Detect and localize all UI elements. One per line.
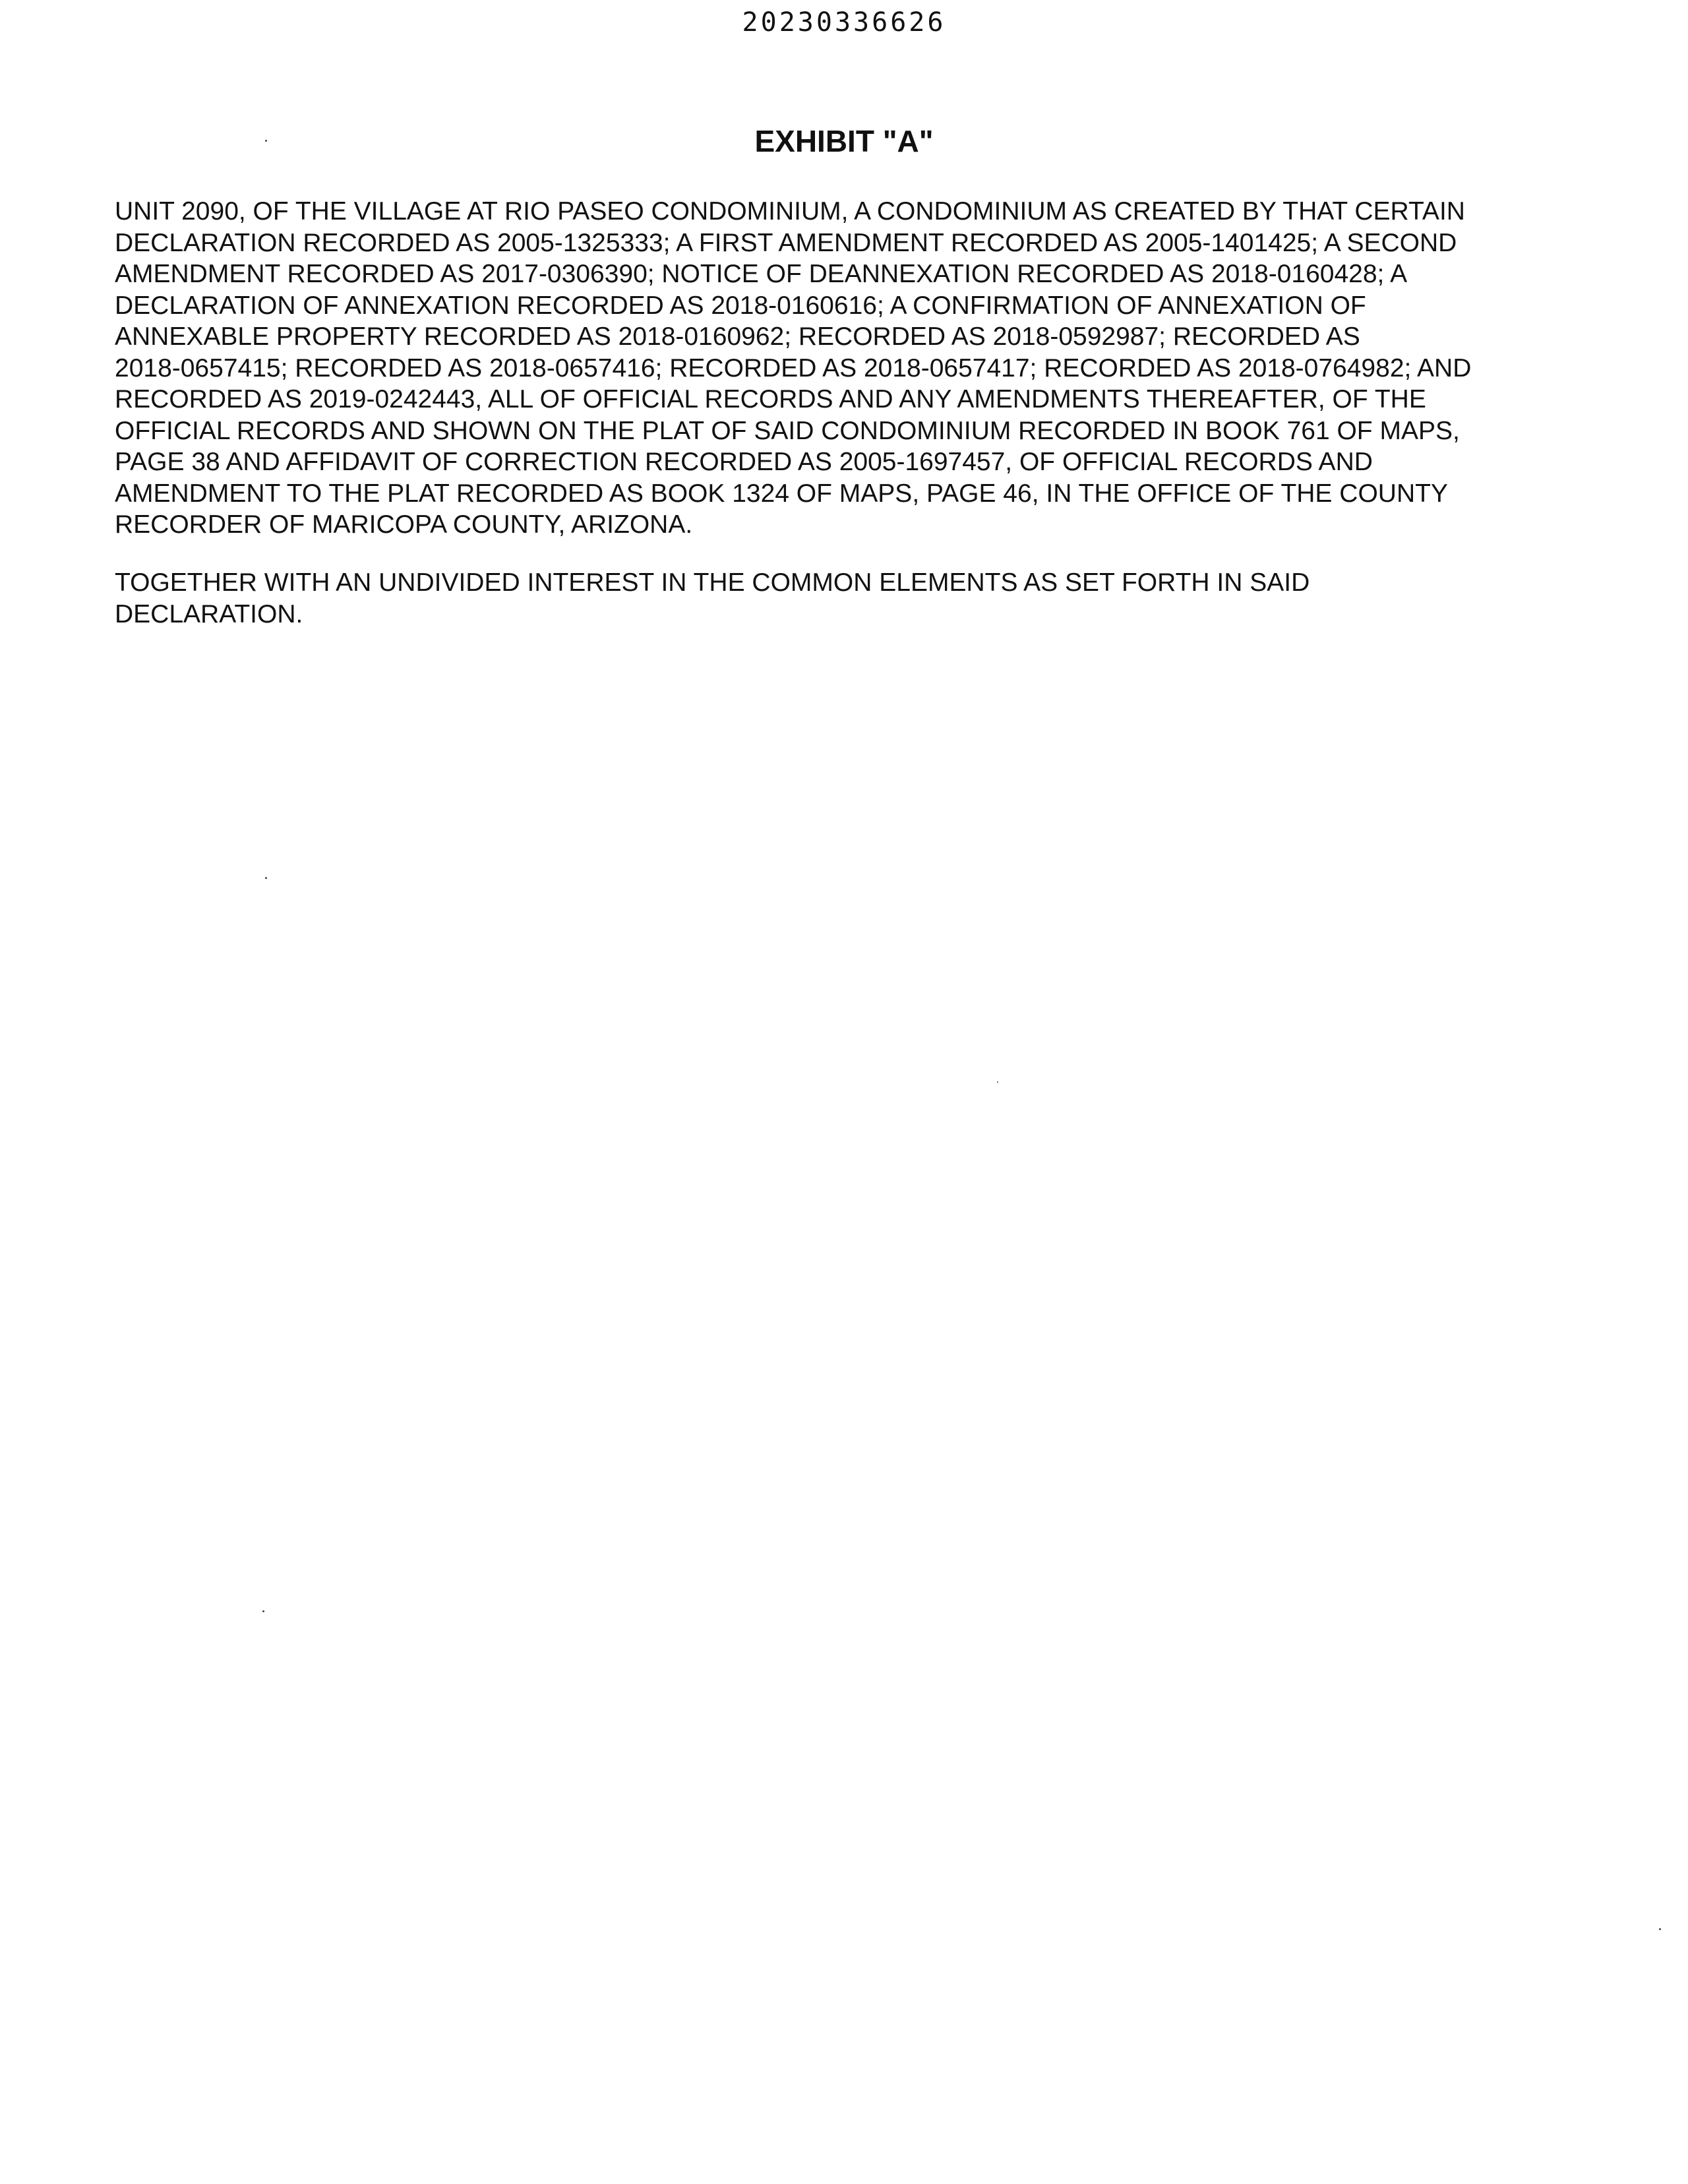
text-line: DECLARATION. <box>115 599 303 628</box>
scan-speck <box>997 1081 998 1083</box>
text-line: RECORDED AS 2019-0242443, ALL OF OFFICIAL RECORDS AND ANY AMENDMENTS THEREAFTER, OF THE <box>115 385 1426 413</box>
scan-speck <box>262 1610 264 1612</box>
scan-speck <box>1659 1928 1661 1930</box>
common-elements-paragraph <box>115 567 1605 630</box>
exhibit-title: EXHIBIT "A" <box>754 124 934 158</box>
scan-speck <box>265 877 267 879</box>
text-line: RECORDER OF MARICOPA COUNTY, ARIZONA. <box>115 510 693 539</box>
legal-description-paragraph <box>115 196 1605 541</box>
scan-speck <box>265 140 267 142</box>
text-line: TOGETHER WITH AN UNDIVIDED INTEREST IN THE COMMON ELEMENTS AS SET FORTH IN SAID <box>115 568 1310 597</box>
recording-number: 20230336626 <box>742 7 946 38</box>
text-line: OFFICIAL RECORDS AND SHOWN ON THE PLAT OF SAID CONDOMINIUM RECORDED IN BOOK 761 OF MAPS, <box>115 416 1460 445</box>
text-line: PAGE 38 AND AFFIDAVIT OF CORRECTION RECORDED AS 2005-1697457, OF OFFICIAL RECORDS AND <box>115 448 1373 476</box>
text-line: AMENDMENT TO THE PLAT RECORDED AS BOOK 1324 OF MAPS, PAGE 46, IN THE OFFICE OF THE COUNTY <box>115 479 1448 508</box>
text-line: AMENDMENT RECORDED AS 2017-0306390; NOTICE OF DEANNEXATION RECORDED AS 2018-0160428; A <box>115 260 1408 288</box>
text-line: DECLARATION RECORDED AS 2005-1325333; A FIRST AMENDMENT RECORDED AS 2005-1401425; A SECOND <box>115 228 1457 257</box>
text-line: ANNEXABLE PROPERTY RECORDED AS 2018-0160962; RECORDED AS 2018-0592987; RECORDED AS <box>115 322 1360 351</box>
text-line: DECLARATION OF ANNEXATION RECORDED AS 2018-0160616; A CONFIRMATION OF ANNEXATION OF <box>115 291 1366 320</box>
text-line: 2018-0657415; RECORDED AS 2018-0657416; RECORDED AS 2018-0657417; RECORDED AS 2018-0764982; AND <box>115 353 1472 382</box>
text-line: UNIT 2090, OF THE VILLAGE AT RIO PASEO CONDOMINIUM, A CONDOMINIUM AS CREATED BY THAT CERTAIN <box>115 197 1465 226</box>
